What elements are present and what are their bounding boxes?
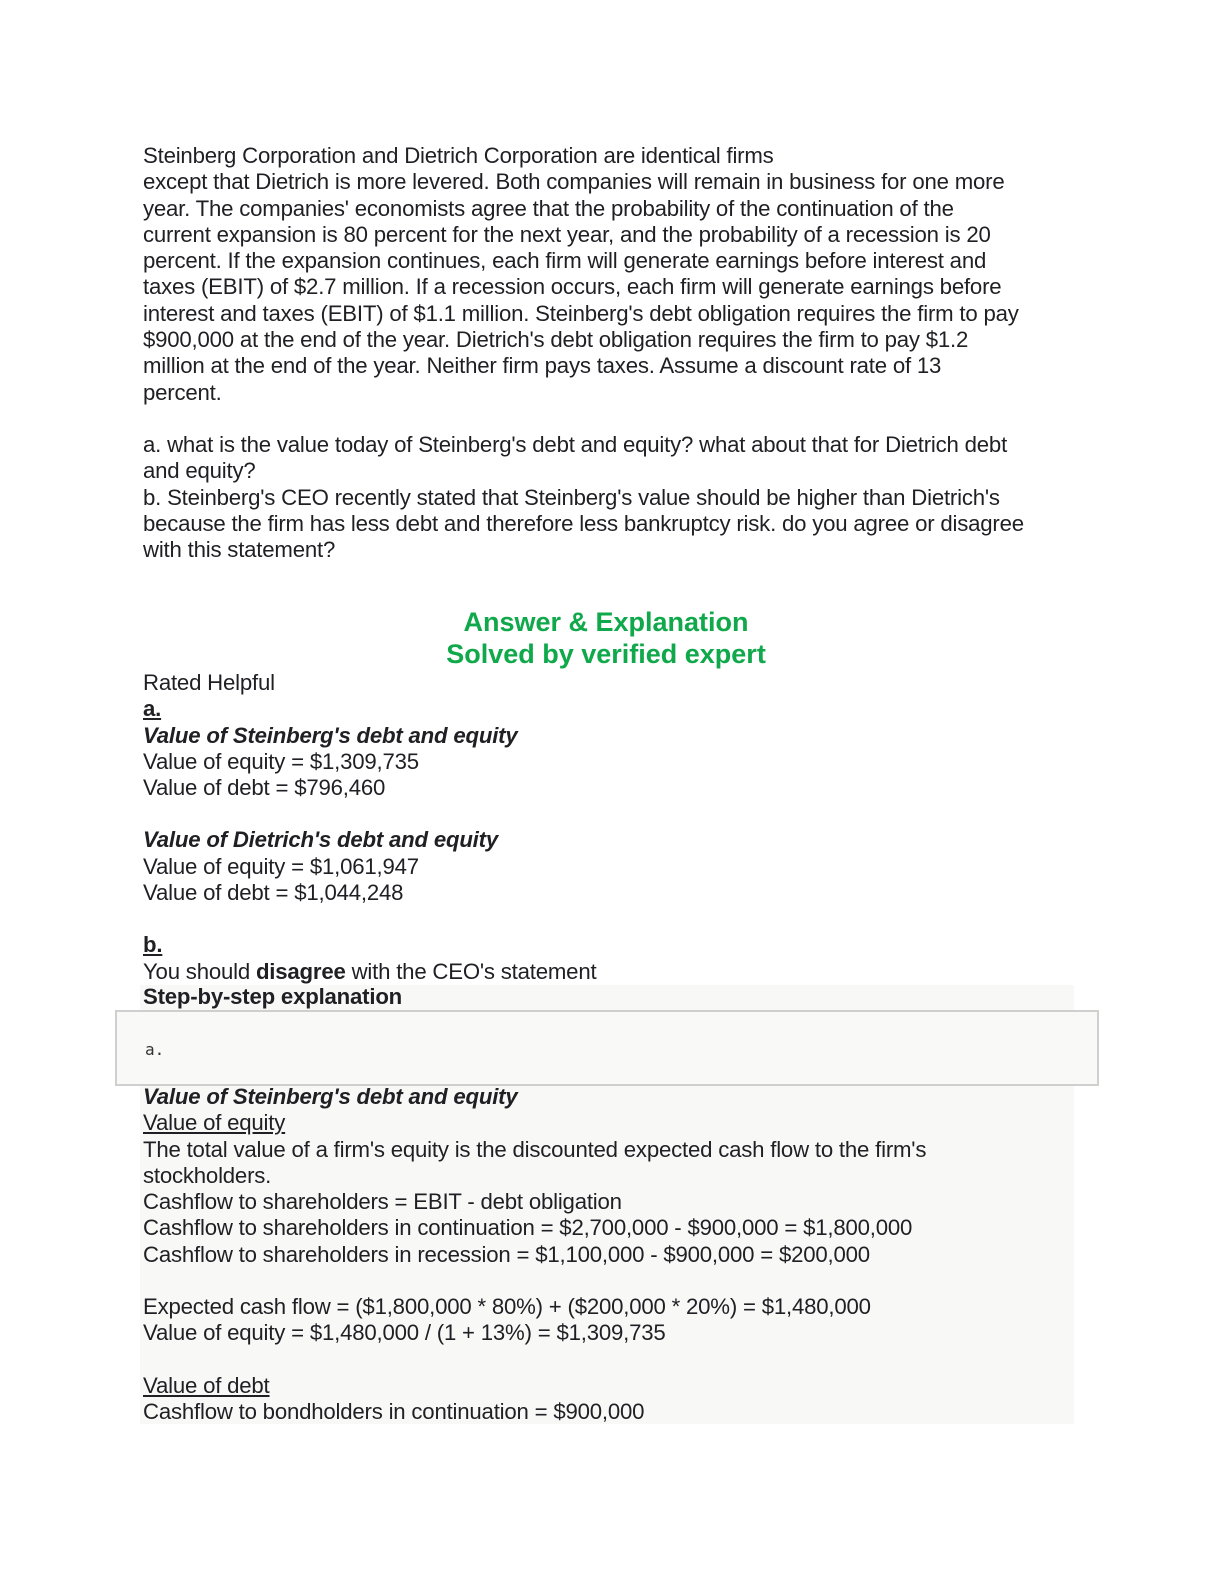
spacer (143, 906, 1078, 932)
step-by-step-heading: Step-by-step explanation (143, 984, 403, 1009)
rating-label: Rated Helpful (143, 670, 275, 695)
text-line: because the firm has less debt and therefore less bankruptcy risk. do you agree or disagree (143, 510, 1024, 536)
part-a-label: a. (143, 696, 162, 722)
steinberg-debt-value: Value of debt = $796,460 (143, 775, 386, 801)
question-text (143, 143, 1078, 563)
steinberg-heading: Value of Steinberg's debt and equity (143, 722, 518, 748)
text-line: and equity? (143, 458, 256, 484)
text-line: except that Dietrich is more levered. Both companies will remain in business for one more (143, 169, 1005, 195)
dietrich-heading: Value of Dietrich's debt and equity (143, 827, 498, 853)
dietrich-debt-value: Value of debt = $1,044,248 (143, 880, 404, 906)
spacer (143, 1347, 1073, 1373)
answer-summary (143, 670, 1078, 985)
spacer (143, 406, 1078, 432)
bond-cashflow-continuation: Cashflow to bondholders in continuation = $900,000 (143, 1398, 645, 1424)
text-line: interest and taxes (EBIT) of $1.1 million. Steinberg's debt obligation requires the firm to pay (143, 300, 1019, 326)
answer-title: Answer & Explanation (463, 607, 749, 637)
part-b-answer (143, 959, 1078, 985)
text-line: current expansion is 80 percent for the next year, and the probability of a recession is 20 (143, 221, 991, 247)
cashflow-recession: Cashflow to shareholders in recession = $1,100,000 - $900,000 = $200,000 (143, 1241, 870, 1267)
problem-paragraph (143, 143, 1078, 406)
dietrich-equity-value: Value of equity = $1,061,947 (143, 853, 419, 879)
question-part-b (143, 485, 1078, 564)
answer-suffix: with the CEO's statement (345, 958, 597, 984)
question-part-a (143, 432, 1078, 485)
code-block (115, 1010, 1099, 1086)
code-block-text: a. (145, 1040, 165, 1059)
text-line: a. what is the value today of Steinberg's debt and equity? what about that for Dietrich debt (143, 431, 1008, 457)
steinberg-equity-value: Value of equity = $1,309,735 (143, 748, 419, 774)
text-line: million at the end of the year. Neither firm pays taxes. Assume a discount rate of 13 (143, 353, 942, 379)
answer-verdict: disagree (255, 958, 346, 984)
cashflow-continuation: Cashflow to shareholders in continuation = $2,700,000 - $900,000 = $1,800,000 (143, 1215, 913, 1241)
equity-value-calc: Value of equity = $1,480,000 / (1 + 13%) = $1,309,735 (143, 1320, 666, 1346)
answer-header (0, 606, 1212, 670)
answer-subtitle: Solved by verified expert (446, 639, 766, 669)
text-line: $900,000 at the end of the year. Dietrich's debt obligation requires the firm to pay $1.2 (143, 327, 969, 353)
text-line: Steinberg Corporation and Dietrich Corporation are identical firms (143, 143, 774, 168)
text-line: year. The companies' economists agree that the probability of the continuation of the (143, 195, 954, 221)
debt-subheading: Value of debt (143, 1372, 270, 1398)
answer-prefix: You should (143, 958, 256, 984)
text-line: with this statement? (143, 537, 336, 563)
text-line: percent. (143, 379, 222, 405)
text-line: b. Steinberg's CEO recently stated that Steinberg's value should be higher than Dietrich's (143, 484, 1000, 510)
cashflow-formula: Cashflow to shareholders = EBIT - debt obligation (143, 1189, 622, 1215)
text-line: taxes (EBIT) of $2.7 million. If a recession occurs, each firm will generate earnings before (143, 274, 1002, 300)
steinberg-explanation-heading: Value of Steinberg's debt and equity (143, 1084, 518, 1109)
equity-subheading: Value of equity (143, 1110, 286, 1136)
equity-definition: The total value of a firm's equity is the discounted expected cash flow to the firm's stockholders. (143, 1136, 927, 1188)
spacer (143, 801, 1078, 827)
explanation-body (143, 1084, 1073, 1425)
expected-cashflow: Expected cash flow = ($1,800,000 * 80%) + ($200,000 * 20%) = $1,480,000 (143, 1294, 871, 1320)
spacer (143, 1268, 1073, 1294)
part-b-label: b. (143, 932, 163, 958)
text-line: percent. If the expansion continues, each firm will generate earnings before interest and (143, 248, 987, 274)
